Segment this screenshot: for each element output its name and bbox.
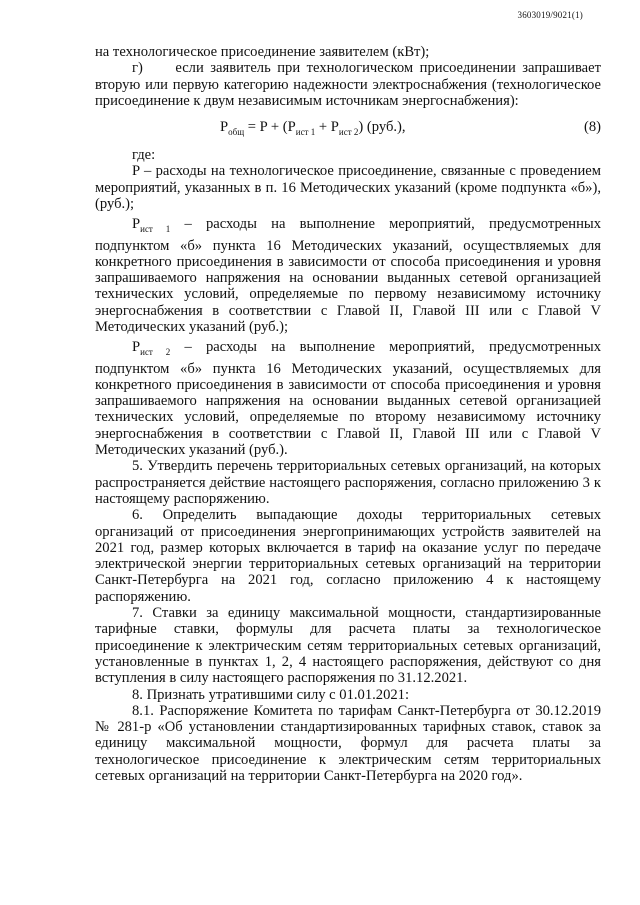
- paragraph-item7: 7. Ставки за единицу максимальной мощности, стандартизированные тарифные ставки, формулы для расчета платы за технологическое присоединение к электрическим сетям территориальных сетевых организаций, установленные в пунктах 1, 2, 4 настоящего распоряжения, действуют со дня вступления в силу настоящего распоряжения по 31.12.2021.: [95, 605, 601, 687]
- def-p1-sub: ист 1: [140, 224, 171, 235]
- paragraph-item8-1: 8.1. Распоряжение Комитета по тарифам Санкт-Петербурга от 30.12.2019 № 281-р «Об установлении стандартизированных тарифных ставок, ставок за единицу максимальной мощности, формул для расчета платы за технологическое присоединение к электрическим сетям территориальных сетевых организаций на территории Санкт-Петербурга на 2020 год».: [95, 702, 601, 784]
- paragraph-item5: 5. Утвердить перечень территориальных сетевых организаций, на которых распространяется действие настоящего распоряжения, согласно приложению 3 к настоящему распоряжению.: [95, 458, 601, 507]
- paragraph-item8: 8. Признать утратившими силу с 01.01.2021:: [132, 686, 410, 703]
- def-p2-sub: ист 2: [140, 347, 171, 358]
- formula-sub1: ист 1: [295, 127, 316, 138]
- paragraph-def-p1: [95, 216, 601, 335]
- def-p2-text: – расходы на выполнение мероприятий, предусмотренных подпунктом «б» пункта 16 Методических указаний, осуществляемых для конкретного присоединения в зависимости от способа присоединения и уровня запрашиваемого напряжения на основании выданных сетевой организацией технических условий, определяемые по второму независимому источнику энергоснабжения в соответствии с Главой II, Главой III или с Главой V Методических указаний (руб.).: [95, 339, 601, 459]
- paragraph-item6: 6. Определить выпадающие доходы территориальных сетевых организаций от присоединения энергопринимающих устройств заявителей на 2021 год, размер которых включается в тариф на оказание услуг по передаче электрической энергии территориальных сетевых организаций на территории Санкт-Петербурга на 2021 год, согласно приложению 4 к настоящему распоряжению.: [95, 507, 601, 605]
- formula-row: [95, 115, 601, 145]
- formula-rhs: ) (руб.),: [358, 119, 406, 136]
- paragraph-item-g: г) если заявитель при технологическом присоединении запрашивает вторую или первую категорию надежности электроснабжения (технологическое присоединение к двум независимым источникам энергоснабжения):: [95, 60, 601, 109]
- paragraph-where: где:: [132, 147, 156, 164]
- document-code: 3603019/9021(1): [517, 10, 583, 20]
- formula-lhs-sub: общ: [228, 127, 245, 138]
- formula-sub2: ист 2: [338, 127, 359, 138]
- def-p1-var: P: [132, 216, 141, 233]
- paragraph-def-p2: [95, 339, 601, 458]
- def-p1-text: – расходы на выполнение мероприятий, предусмотренных подпунктом «б» пункта 16 Методических указаний, осуществляемых для конкретного присоединения в зависимости от способа присоединения и уровня запрашиваемого напряжения на основании выданных сетевой организацией технических условий, определяемые по первому независимому источнику энергоснабжения в соответствии с Главой II, Главой III или с Главой V Методических указаний (руб.);: [95, 216, 601, 336]
- formula-mid: = P + (P: [244, 119, 296, 136]
- formula-number: (8): [583, 119, 601, 136]
- document-body: [95, 44, 601, 784]
- paragraph-line1: на технологическое присоединение заявителем (кВт);: [95, 44, 430, 60]
- formula-plus: + P: [315, 119, 339, 136]
- def-p2-var: P: [132, 339, 141, 356]
- paragraph-def-p: P – расходы на технологическое присоединение, связанные с проведением мероприятий, указанных в п. 16 Методических указаний (кроме подпункта «б»), (руб.);: [95, 163, 601, 213]
- formula-lhs: P: [220, 119, 229, 136]
- formula: [220, 119, 406, 140]
